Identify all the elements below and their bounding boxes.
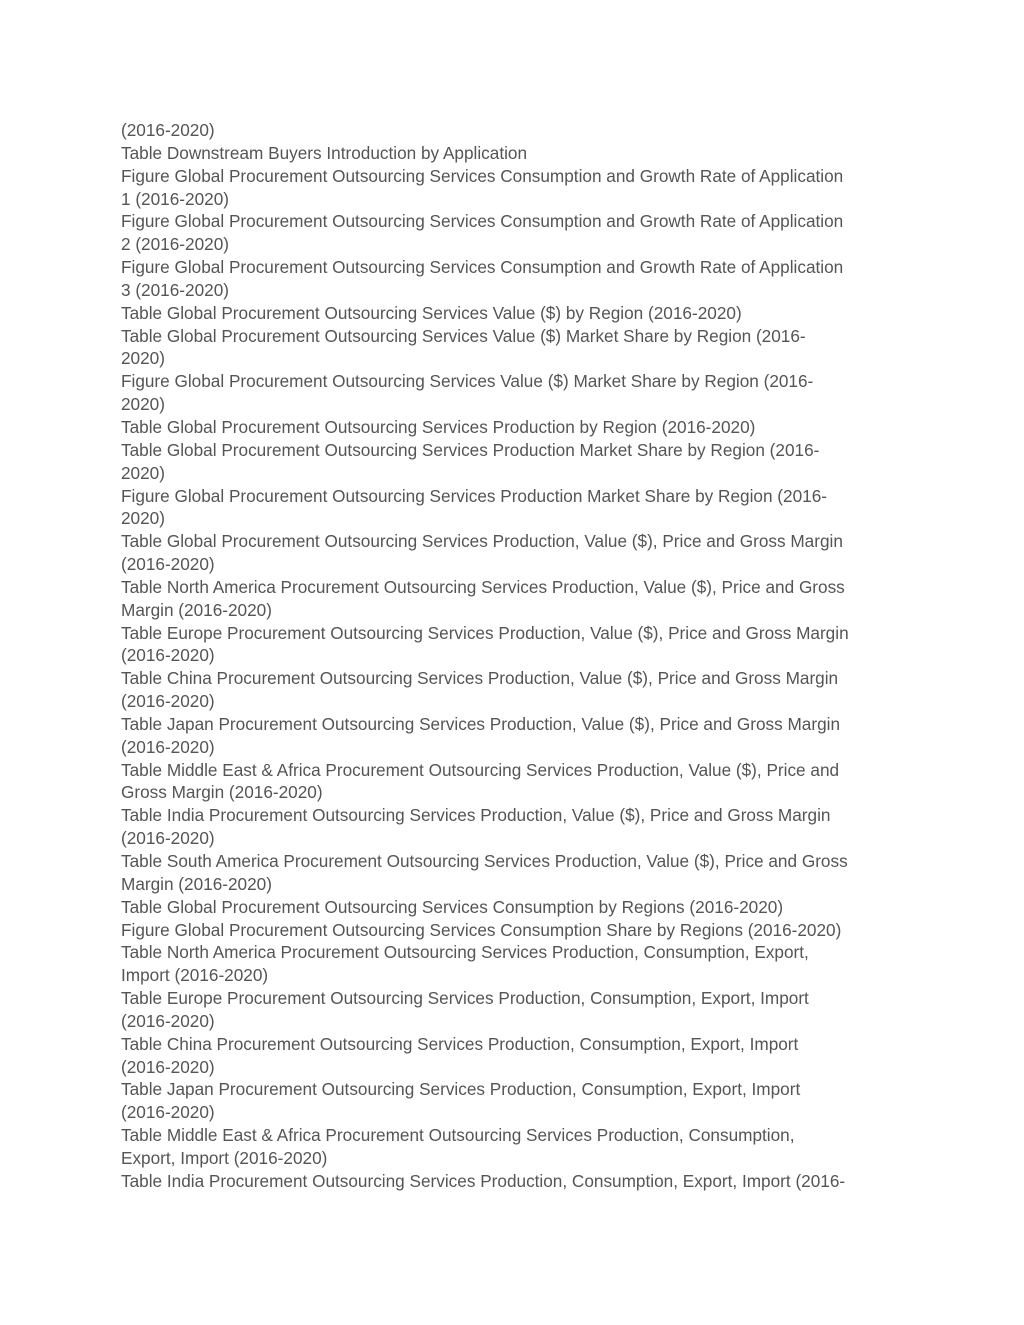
document-line: Table Downstream Buyers Introduction by Application [121,142,528,163]
document-line: Figure Global Procurement Outsourcing Services Consumption Share by Regions (2016-2020) [121,919,842,940]
document-line: Margin (2016-2020) [121,599,272,620]
document-line: Gross Margin (2016-2020) [121,782,323,803]
document-line: (2016-2020) [121,1102,215,1123]
document-line: Table Japan Procurement Outsourcing Services Production, Value ($), Price and Gross Margin [121,713,841,734]
document-line: Export, Import (2016-2020) [121,1147,328,1168]
document-line: Table India Procurement Outsourcing Services Production, Consumption, Export, Import (2016- [121,1170,846,1191]
document-line: 2020) [121,508,165,529]
document-line: Table China Procurement Outsourcing Services Production, Consumption, Export, Import [121,1033,799,1054]
document-line: Table Japan Procurement Outsourcing Services Production, Consumption, Export, Import [121,1079,801,1100]
document-line: 2020) [121,394,165,415]
document-line: (2016-2020) [121,736,215,757]
document-line: Margin (2016-2020) [121,873,272,894]
document-line: Table Middle East & Africa Procurement Outsourcing Services Production, Consumption, [121,1125,795,1146]
document-line: (2016-2020) [121,828,215,849]
document-line: Table South America Procurement Outsourcing Services Production, Value ($), Price and Gross [121,851,848,871]
list-of-tables-and-figures [121,119,911,1193]
document-line: Table Europe Procurement Outsourcing Services Production, Value ($), Price and Gross Margin [121,622,849,643]
document-line: Table Global Procurement Outsourcing Services Consumption by Regions (2016-2020) [121,896,784,917]
document-line: 2020) [121,462,165,483]
document-line: Table Global Procurement Outsourcing Services Value ($) Market Share by Region (2016- [121,325,806,346]
document-line: 2 (2016-2020) [121,234,229,255]
document-line: Figure Global Procurement Outsourcing Services Production Market Share by Region (2016- [121,485,827,506]
document-line: (2016-2020) [121,1056,215,1077]
document-line: Figure Global Procurement Outsourcing Services Consumption and Growth Rate of Application [121,257,844,278]
document-line: 2020) [121,348,165,369]
document-line: Figure Global Procurement Outsourcing Services Consumption and Growth Rate of Application [121,165,844,186]
document-line: Table India Procurement Outsourcing Services Production, Value ($), Price and Gross Margin [121,805,831,826]
document-line: Table Global Procurement Outsourcing Services Production by Region (2016-2020) [121,416,756,437]
document-line: Figure Global Procurement Outsourcing Services Value ($) Market Share by Region (2016- [121,371,814,392]
document-line: 3 (2016-2020) [121,279,229,300]
document-line: Table Global Procurement Outsourcing Services Production, Value ($), Price and Gross Margin [121,531,843,552]
document-line: Table North America Procurement Outsourcing Services Production, Consumption, Export, [121,942,809,963]
document-line: (2016-2020) [121,645,215,666]
document-line: Figure Global Procurement Outsourcing Services Consumption and Growth Rate of Application [121,211,844,232]
document-line: Table Europe Procurement Outsourcing Services Production, Consumption, Export, Import [121,988,809,1009]
document-line: (2016-2020) [121,691,215,712]
document-line: (2016-2020) [121,554,215,575]
document-line: Table China Procurement Outsourcing Services Production, Value ($), Price and Gross Margin [121,668,839,689]
document-line: (2016-2020) [121,120,215,140]
document-line: Table Global Procurement Outsourcing Services Value ($) by Region (2016-2020) [121,302,742,323]
document-line: Import (2016-2020) [121,965,269,986]
document-line: Table North America Procurement Outsourcing Services Production, Value ($), Price and Gross [121,576,845,597]
document-line: 1 (2016-2020) [121,188,229,209]
document-line: (2016-2020) [121,1010,215,1031]
document-line: Table Global Procurement Outsourcing Services Production Market Share by Region (2016- [121,439,820,460]
document-line: Table Middle East & Africa Procurement Outsourcing Services Production, Value ($), Price and [121,759,840,780]
